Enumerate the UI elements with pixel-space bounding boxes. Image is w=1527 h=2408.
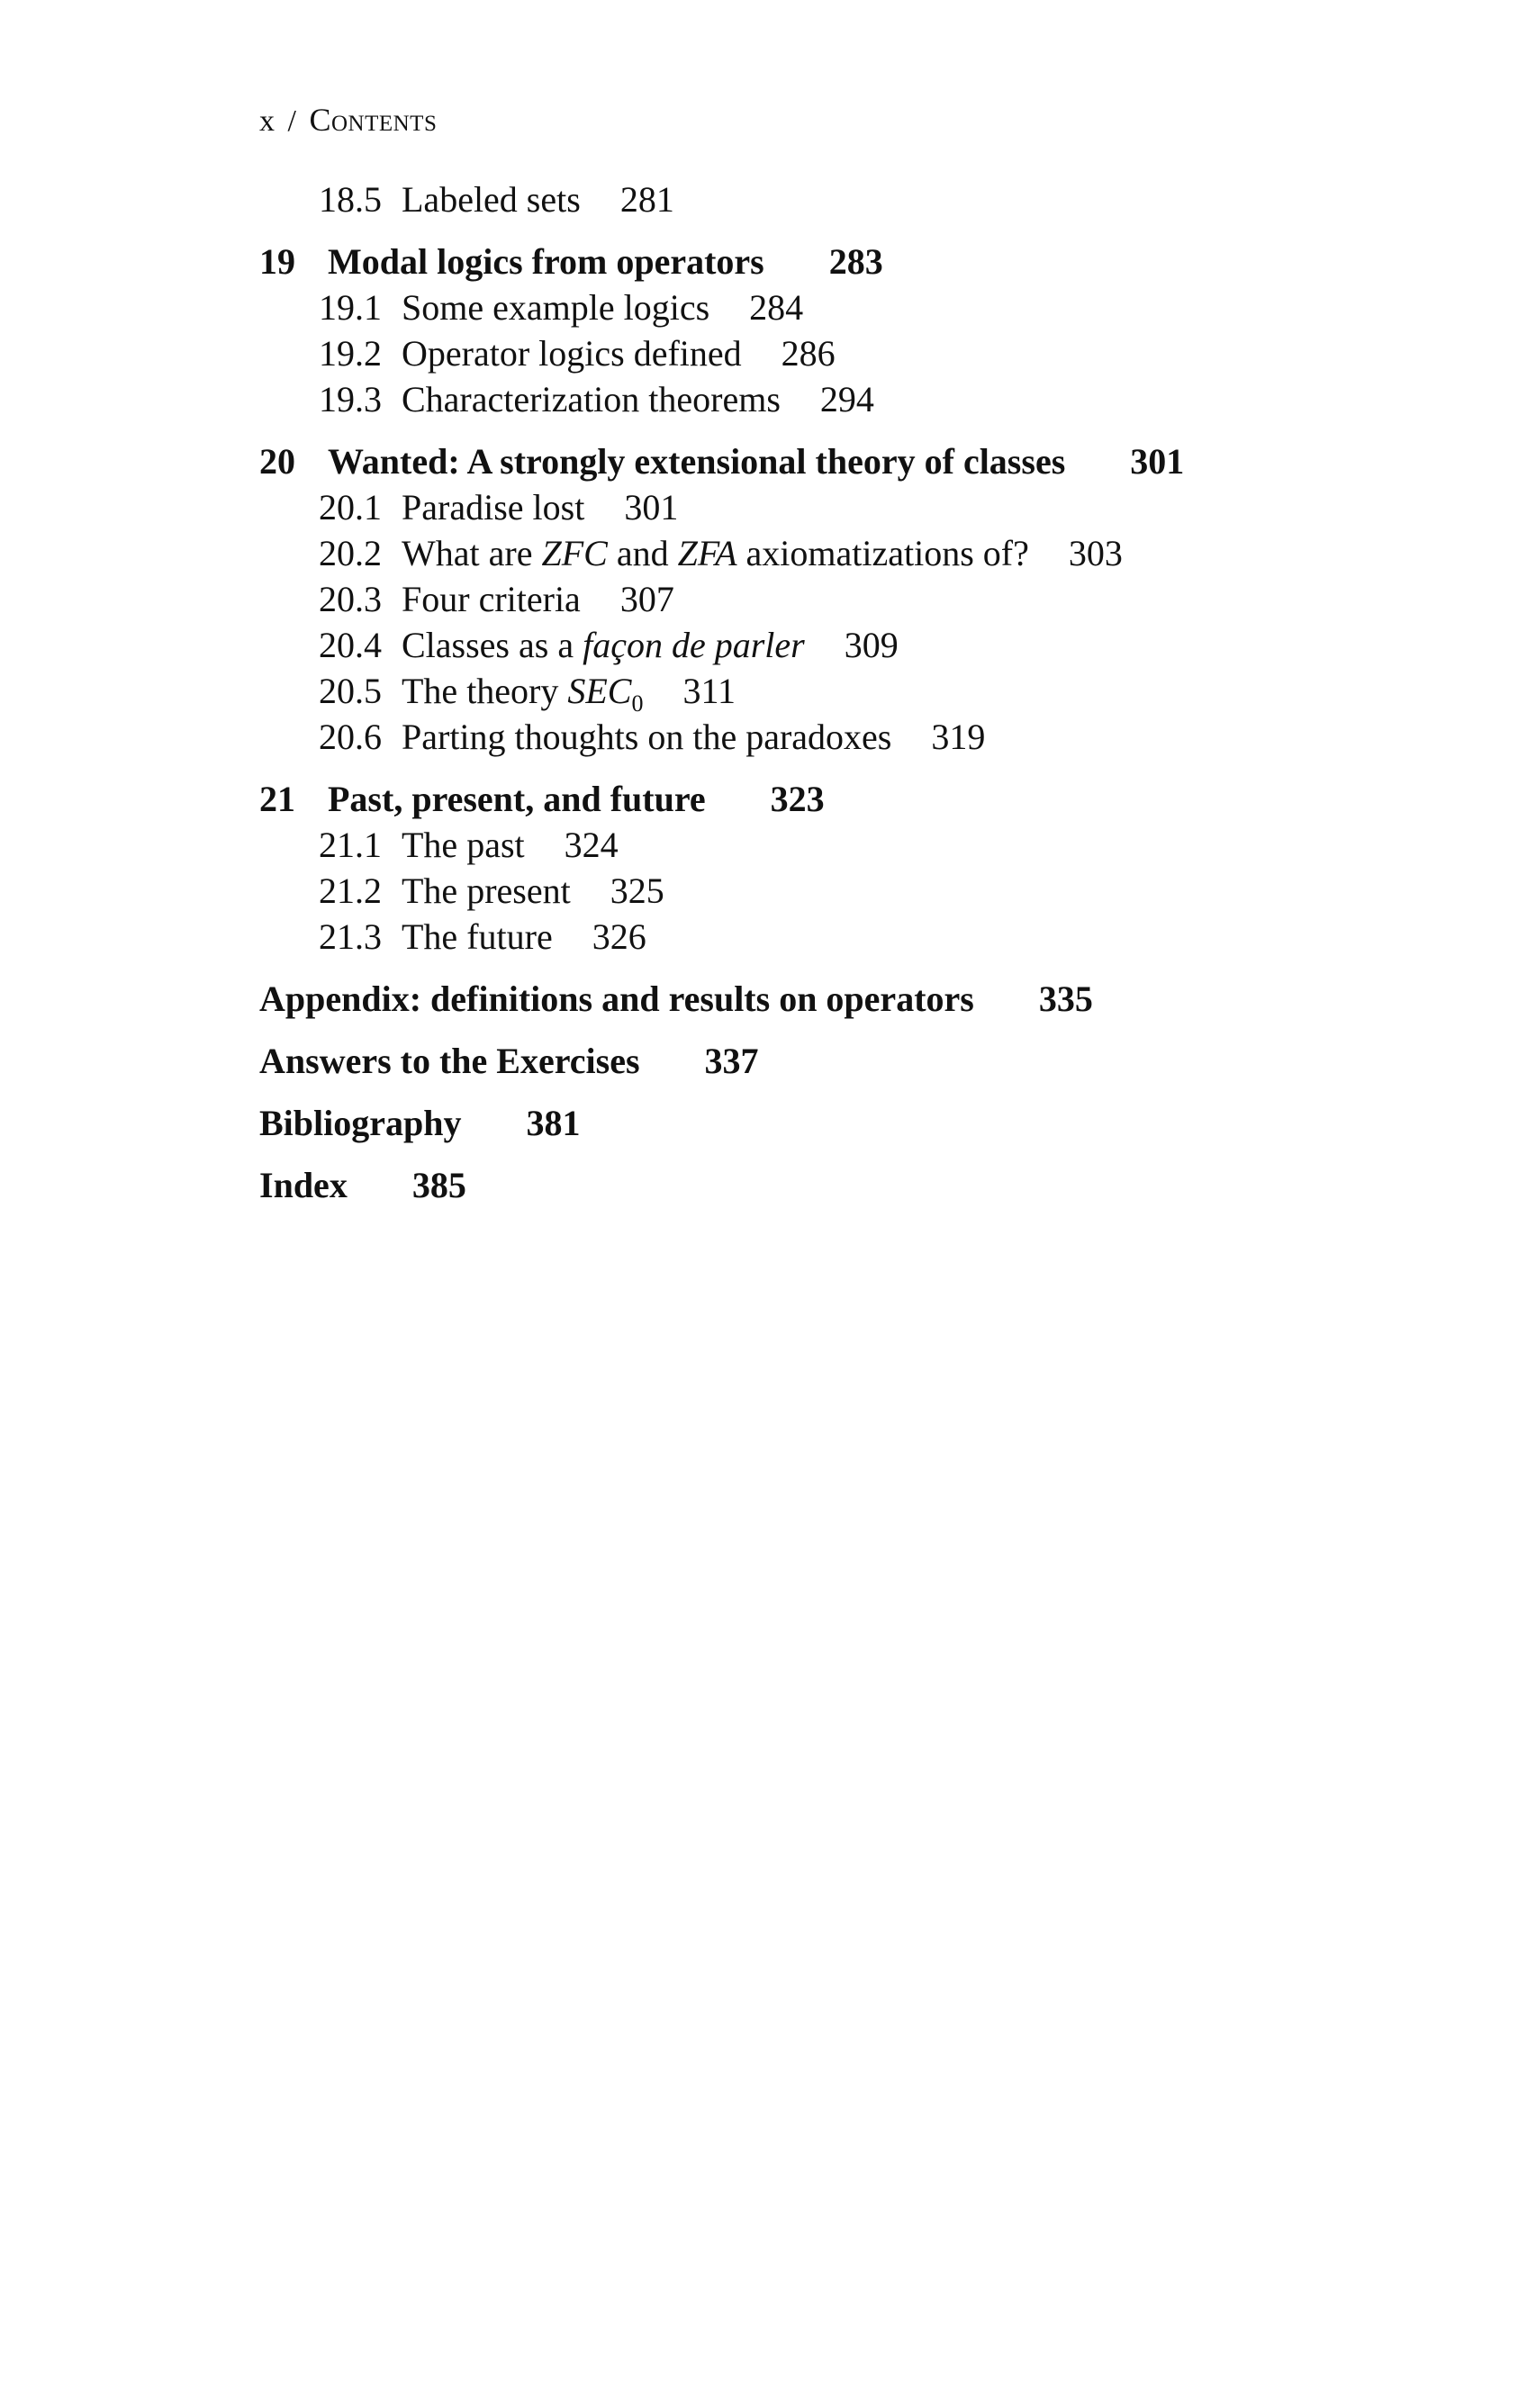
section-number: 19.1 (319, 287, 382, 328)
section-title: Labeled sets (402, 179, 581, 220)
running-head-separator: / (287, 104, 297, 138)
section-title: The present (402, 870, 571, 911)
section-number: 20.6 (319, 717, 382, 757)
toc-answers (259, 1038, 1340, 1084)
section-number: 20.5 (319, 671, 382, 711)
title-subscript: 0 (631, 690, 644, 717)
toc-section-21-3 (259, 914, 1340, 960)
toc-section-21-1 (259, 822, 1340, 868)
section-number: 18.5 (319, 179, 382, 220)
section-number: 20.3 (319, 579, 382, 619)
title-part: Classes as a (402, 625, 583, 665)
chapter-number: 21 (259, 779, 295, 819)
section-page: 307 (619, 579, 674, 619)
chapter-title: Modal logics from operators (328, 241, 764, 282)
chapter-page: 283 (828, 241, 883, 282)
toc-appendix (259, 976, 1340, 1022)
toc-section-20-2 (259, 530, 1340, 576)
chapter-page: 323 (770, 779, 825, 819)
toc-section-21-2 (259, 868, 1340, 914)
backmatter-title: Bibliography (259, 1103, 462, 1143)
toc-section-20-1 (259, 484, 1340, 530)
section-number: 20.1 (319, 487, 382, 528)
section-page: 324 (564, 825, 619, 865)
section-title: Four criteria (402, 579, 581, 619)
chapter-title: Past, present, and future (328, 779, 706, 819)
title-part: What are (402, 533, 542, 573)
section-number: 19.3 (319, 379, 382, 419)
toc-bibliography (259, 1100, 1340, 1146)
section-title: Operator logics defined (402, 333, 742, 374)
section-number: 20.2 (319, 533, 382, 573)
title-part: The theory (402, 671, 568, 711)
section-number: 20.4 (319, 625, 382, 665)
backmatter-title: Appendix: definitions and results on operators (259, 979, 974, 1019)
toc-section-20-5 (259, 668, 1340, 717)
backmatter-page: 381 (526, 1103, 581, 1143)
section-page: 319 (931, 717, 986, 757)
backmatter-title: Answers to the Exercises (259, 1041, 640, 1081)
section-title: The past (402, 825, 525, 865)
section-page: 303 (1068, 533, 1123, 573)
toc-chapter-20 (259, 438, 1340, 484)
section-number: 21.3 (319, 916, 382, 957)
toc-section-20-3 (259, 576, 1340, 622)
section-title (402, 533, 1029, 573)
title-part: axiomatizations of? (736, 533, 1029, 573)
chapter-page: 301 (1130, 441, 1185, 482)
backmatter-page: 335 (1038, 979, 1093, 1019)
title-part: and (607, 533, 678, 573)
section-title: Characterization theorems (402, 379, 781, 419)
running-head (259, 101, 437, 139)
section-title (402, 671, 644, 717)
toc-index (259, 1162, 1340, 1208)
toc-section-19-1 (259, 284, 1340, 330)
section-title: The future (402, 916, 553, 957)
section-page: 325 (610, 870, 664, 911)
section-page: 309 (844, 625, 899, 665)
backmatter-page: 337 (704, 1041, 759, 1081)
section-page: 281 (619, 179, 674, 220)
title-italic-zfa: ZFA (677, 533, 737, 573)
chapter-number: 20 (259, 441, 295, 482)
section-number: 21.1 (319, 825, 382, 865)
section-title: Paradise lost (402, 487, 585, 528)
title-italic-phrase: façon de parler (583, 625, 805, 665)
title-italic-sec: SEC (567, 671, 632, 711)
title-italic-zfc: ZFC (541, 533, 608, 573)
section-title: Parting thoughts on the paradoxes (402, 717, 892, 757)
section-page: 326 (592, 916, 646, 957)
section-page: 286 (781, 333, 836, 374)
section-page: 294 (819, 379, 874, 419)
section-page: 311 (682, 671, 736, 711)
table-of-contents (259, 176, 1340, 1208)
toc-chapter-21 (259, 776, 1340, 822)
toc-chapter-19 (259, 239, 1340, 284)
toc-section-20-4 (259, 622, 1340, 668)
section-title: Some example logics (402, 287, 710, 328)
toc-section-19-2 (259, 330, 1340, 376)
section-page: 284 (749, 287, 804, 328)
backmatter-page: 385 (411, 1165, 466, 1205)
section-number: 19.2 (319, 333, 382, 374)
chapter-title: Wanted: A strongly extensional theory of classes (328, 441, 1066, 482)
toc-section-20-6 (259, 714, 1340, 760)
toc-section-18-5 (259, 176, 1340, 222)
backmatter-title: Index (259, 1165, 348, 1205)
page-folio: x (259, 104, 276, 138)
chapter-number: 19 (259, 241, 295, 282)
toc-section-19-3 (259, 376, 1340, 422)
section-page: 301 (624, 487, 679, 528)
section-number: 21.2 (319, 870, 382, 911)
section-title (402, 625, 805, 665)
running-head-title: Contents (309, 102, 438, 138)
